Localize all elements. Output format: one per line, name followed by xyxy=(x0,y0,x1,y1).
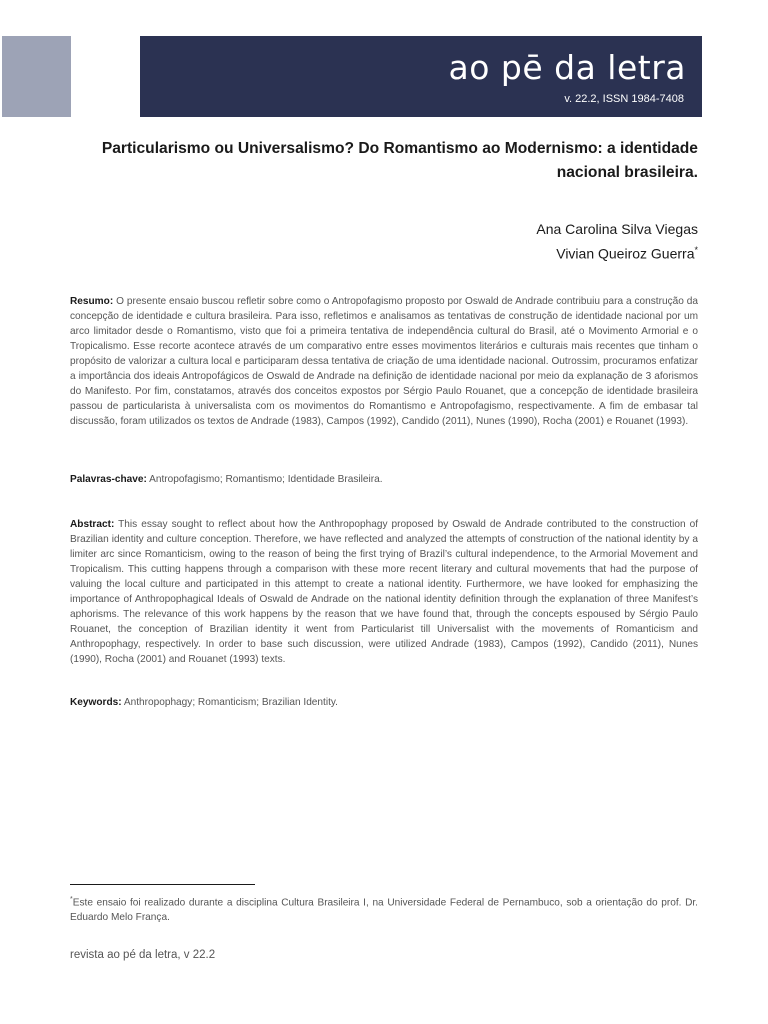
footnote-text: Este ensaio foi realizado durante a disciplina Cultura Brasileira I, na Universidade Federal de Pernambuco, sob a orientação do prof. Dr. Eduardo Melo França. xyxy=(70,897,698,924)
resumo xyxy=(70,294,698,429)
palavras-chave-label: Palavras-chave: xyxy=(70,474,147,485)
abstract xyxy=(70,517,698,667)
palavras-chave xyxy=(70,472,698,487)
footnote-divider xyxy=(70,884,255,885)
abstract-text: This essay sought to reflect about how the Anthropophagy proposed by Oswald de Andrade contributed to the construction of Brazilian identity and culture conception. Therefore, we have reflected and analyzed the attempts of construction of the national identity by a limiter arc since Romanticism, owing to the reason of being the first trying of Brazil’s cultural independence, to the Armorial Movement and Tropicalism. This cutting happens through a comparison with these more recent literary and cultural movements that had the purpose of valuing the local culture and participated in this attempt to create a national identity. Furthermore, we have looked for emphasizing the importance of Anthropophagical Ideals of Oswald de Andrade on the national identity definition through the explanation of three Manifest’s aphorisms. The relevance of this work happens by the reason that we have found that, through the concepts espoused by Sérgio Paulo Rouanet, the conception of Brazilian identity it went from Particularist till Universalist with the movements of Romanticism and Anthropophagy, respectively. In order to base such discussion, were utilized Andrade (1983), Campos (1992), Candido (2011), Nunes (1990), Rocha (2001) and Rouanet (1993) texts. xyxy=(70,519,698,665)
footnote-mark: * xyxy=(70,896,73,903)
journal-banner xyxy=(140,36,702,117)
footnote-mark: * xyxy=(694,245,698,255)
palavras-chave-text: Antropofagismo; Romantismo; Identidade Brasileira. xyxy=(149,474,383,485)
journal-issue: v. 22.2, ISSN 1984-7408 xyxy=(564,93,684,105)
decorative-square xyxy=(2,36,71,117)
author-list xyxy=(300,219,698,265)
article-title: Particularismo ou Universalismo? Do Romantismo ao Modernismo: a identidade nacional brasileira. xyxy=(101,140,698,181)
keywords-label: Keywords: xyxy=(70,697,122,708)
author-1: Ana Carolina Silva Viegas xyxy=(536,221,698,237)
running-footer: revista ao pé da letra, v 22.2 xyxy=(70,949,216,961)
resumo-label: Resumo: xyxy=(70,296,114,307)
keywords-text: Anthropophagy; Romanticism; Brazilian Identity. xyxy=(123,697,338,708)
keywords xyxy=(70,695,698,710)
journal-name: ao pē da letra xyxy=(448,48,686,87)
footnote xyxy=(70,892,698,925)
author-2: Vivian Queiroz Guerra* xyxy=(556,245,698,262)
resumo-text: O presente ensaio buscou refletir sobre como o Antropofagismo proposto por Oswald de Andrade contribuiu para a construção da concepção de identidade e cultura brasileira. Para isso, refletimos e analisamos as tentativas de construção de identidade nacional por um arco limitador desde o Romantismo, visto que foi a primeira tentativa de independência cultural do Brasil, até o Movimento Armorial e o Tropicalismo. Esse recorte acontece através de um comparativo entre esses movimentos literários e culturais mais recentes que tinham o propósito de valorizar a cultura local e participaram dessa tentativa de criação de uma identidade nacional. Outrossim, procuramos enfatizar a importância dos ideais Antropofágicos de Oswald de Andrade na definição de identidade nacional por meio da explanação de 3 aforismos do Manifesto. Por fim, constatamos, através dos conceitos expostos por Sérgio Paulo Rouanet, que a concepção de identidade brasileira passou de particularista à universalista com os movimentos do Romantismo e Antropofagismo, respectivamente. A fim de embasar tal discussão, foram utilizados os textos de Andrade (1983), Campos (1992), Candido (2011), Nunes (1990), Rocha (2001) e Rouanet (1993). xyxy=(70,296,698,427)
abstract-label: Abstract: xyxy=(70,519,115,530)
